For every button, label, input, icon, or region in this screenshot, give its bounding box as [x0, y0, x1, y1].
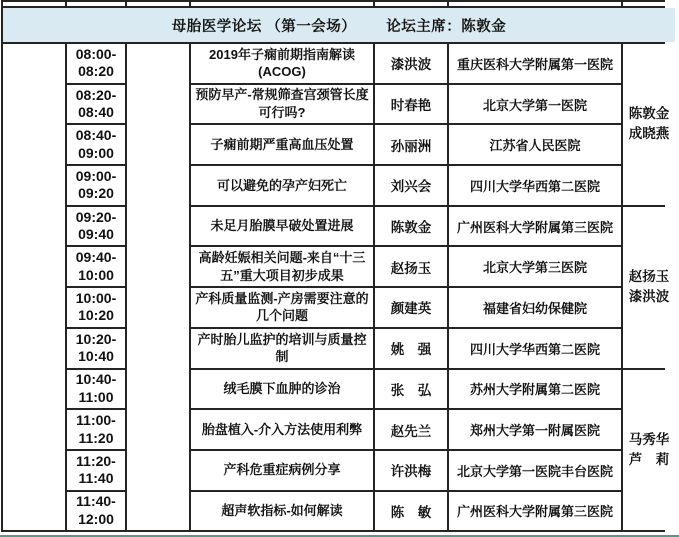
empty-left-column: [3, 44, 65, 530]
talk-time-end: 11:20: [78, 429, 114, 446]
top-strip-cell: [375, 2, 447, 6]
moderator-name: 赵扬玉: [628, 268, 670, 284]
moderator-name: 马秀华: [628, 431, 670, 447]
talk-speaker: 赵先兰: [375, 410, 447, 449]
talk-time-end: 08:20: [78, 63, 114, 80]
talk-title: 高龄妊娠相关问题-来自“十三五”重大项目初步成果: [191, 247, 373, 286]
talk-title: 预防早产-常规筛查宫颈管长度可行吗?: [191, 85, 373, 124]
talk-time-start: 10:20-: [75, 330, 117, 347]
talk-time-end: 11:40: [78, 470, 114, 487]
talk-time-end: 10:20: [78, 307, 114, 324]
talk-hospital: 北京大学第一医院丰台医院: [449, 451, 621, 490]
talk-title: 子痫前期严重高血压处置: [191, 125, 373, 164]
session-header: [3, 8, 675, 42]
talk-title: 未足月胎膜早破处置进展: [191, 207, 373, 246]
talk-time: [67, 207, 125, 246]
session-moderators: [623, 207, 675, 368]
talk-time: [67, 451, 125, 490]
talk-time-end: 12:00: [78, 510, 114, 527]
talk-time-start: 09:40-: [75, 249, 117, 266]
talk-title: 产科质量监测-产房需要注意的几个问题: [191, 288, 373, 327]
talk-hospital: 重庆医科大学附属第一医院: [449, 44, 621, 83]
talk-time-end: 10:00: [78, 266, 114, 283]
talk-time-start: 08:40-: [75, 127, 117, 144]
forum-title: 母胎医学论坛 （第一会场）: [171, 18, 357, 35]
talk-time-start: 10:00-: [75, 289, 117, 306]
talk-time-end: 11:00: [78, 388, 114, 405]
moderator-name: 芦 莉: [628, 451, 670, 467]
talk-title: 超声软指标-如何解读: [191, 492, 373, 531]
talk-time: [67, 329, 125, 368]
top-strip-cell: [191, 2, 373, 6]
talk-speaker: 张 弘: [375, 370, 447, 409]
talk-time-start: 08:00-: [75, 45, 117, 62]
forum-chair-label: 论坛主席：陈敦金: [386, 18, 507, 35]
talk-speaker: 赵扬玉: [375, 247, 447, 286]
talk-time: [67, 410, 125, 449]
talk-time: [67, 370, 125, 409]
talk-hospital: 北京大学第三医院: [449, 247, 621, 286]
talk-title: 绒毛膜下血肿的诊治: [191, 370, 373, 409]
talk-time-end: 10:40: [78, 348, 114, 365]
talk-hospital: 郑州大学第一附属医院: [449, 410, 621, 449]
talk-time-start: 09:00-: [75, 167, 117, 184]
talk-time: [67, 85, 125, 124]
top-strip-cell: [127, 2, 189, 6]
talk-hospital: 北京大学第一医院: [449, 85, 621, 124]
talk-hospital: 江苏省人民医院: [449, 125, 621, 164]
top-strip-cell: [67, 2, 125, 6]
talk-time: [67, 492, 125, 531]
talk-title: 2019年子痫前期指南解读(ACOG): [191, 44, 373, 83]
talk-speaker: 姚 强: [375, 329, 447, 368]
talk-hospital: 福建省妇幼保健院: [449, 288, 621, 327]
top-strip-cell: [3, 2, 65, 6]
talk-speaker: 陈 敏: [375, 492, 447, 531]
talk-hospital: 四川大学华西第二医院: [449, 166, 621, 205]
schedule-table: [1, 0, 670, 532]
empty-mid-column: [127, 44, 189, 530]
talk-title: 产科危重症病例分享: [191, 451, 373, 490]
talk-speaker: 刘兴会: [375, 166, 447, 205]
talk-title: 胎盘植入-介入方法使用利弊: [191, 410, 373, 449]
talk-time: [67, 125, 125, 164]
talk-time: [67, 288, 125, 327]
talk-time-start: 11:20-: [76, 452, 116, 469]
talk-time-end: 08:40: [78, 104, 114, 121]
talk-hospital: 四川大学华西第二医院: [449, 329, 621, 368]
talk-time-start: 11:00-: [76, 412, 116, 429]
talk-time-start: 11:40-: [76, 493, 116, 510]
talk-title: 可以避免的孕产妇死亡: [191, 166, 373, 205]
moderator-name: 陈敦金: [628, 106, 670, 122]
talk-speaker: 孙丽洲: [375, 125, 447, 164]
talk-speaker: 陈敦金: [375, 207, 447, 246]
talk-time-end: 09:00: [78, 144, 114, 161]
session-moderators: [623, 370, 675, 531]
top-strip-cell: [623, 2, 675, 6]
talk-time: [67, 44, 125, 83]
talk-time-end: 09:20: [78, 185, 114, 202]
talk-hospital: 广州医科大学附属第三医院: [449, 207, 621, 246]
talk-hospital: 广州医科大学附属第三医院: [449, 492, 621, 531]
top-strip-cell: [449, 2, 621, 6]
moderator-name: 漆洪波: [628, 289, 670, 305]
moderator-name: 成晓燕: [628, 126, 670, 142]
talk-time-end: 09:40: [78, 226, 114, 243]
talk-speaker: 时春艳: [375, 85, 447, 124]
talk-speaker: 颜建英: [375, 288, 447, 327]
talk-speaker: 漆洪波: [375, 44, 447, 83]
talk-time: [67, 166, 125, 205]
session-moderators: [623, 44, 675, 205]
talk-time-start: 09:20-: [75, 208, 117, 225]
talk-time: [67, 247, 125, 286]
talk-speaker: 许洪梅: [375, 451, 447, 490]
talk-title: 产时胎儿监护的培训与质量控制: [191, 329, 373, 368]
talk-time-start: 08:20-: [75, 86, 117, 103]
talk-hospital: 苏州大学附属第二医院: [449, 370, 621, 409]
talk-time-start: 10:40-: [75, 371, 117, 388]
